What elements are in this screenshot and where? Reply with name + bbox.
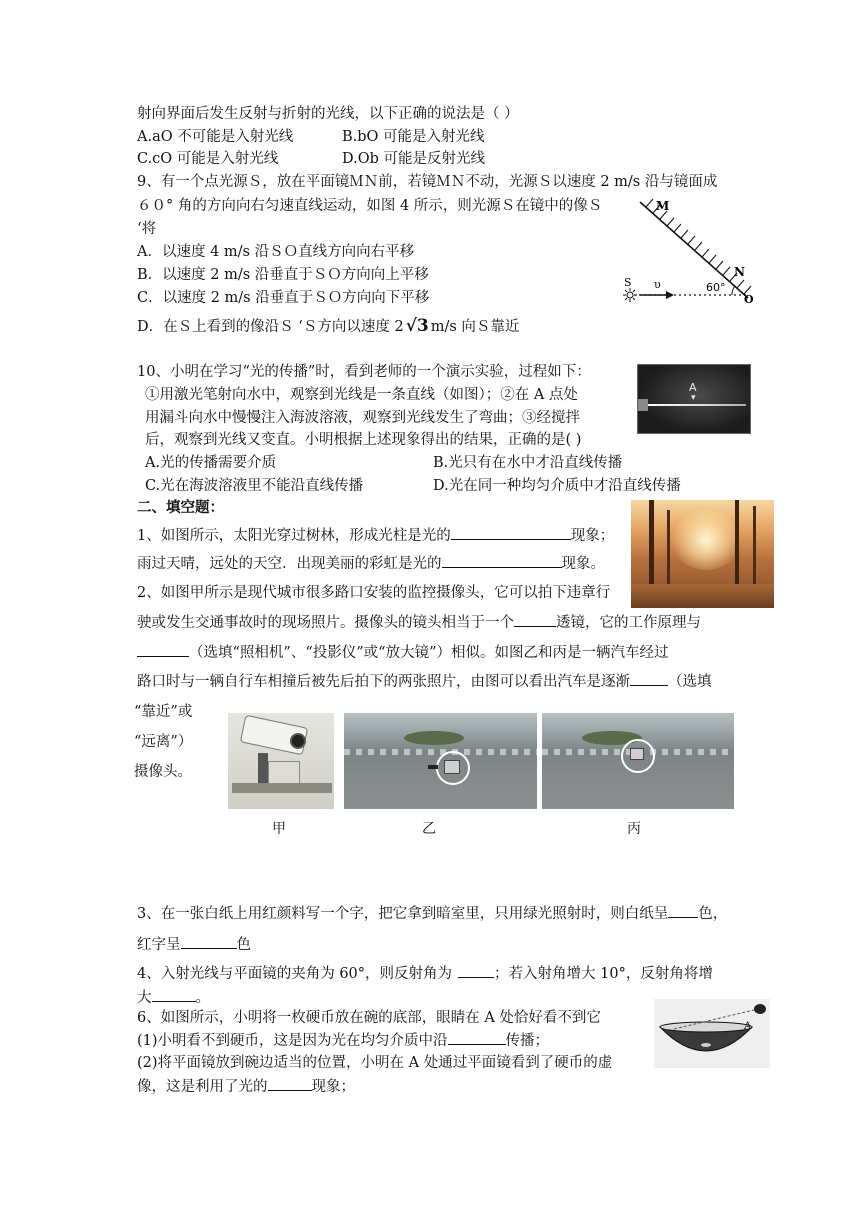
eye-icon bbox=[754, 1004, 766, 1014]
f6-line3: (2)将平面镜放到碗边适当的位置，小明在 A 处通过平面镜看到了硬币的虚 bbox=[137, 1055, 613, 1071]
bowl-drawing bbox=[654, 999, 770, 1068]
caption-jia: 甲 bbox=[272, 821, 286, 837]
car-icon bbox=[444, 760, 460, 774]
laser-point-marker: ▾ bbox=[691, 393, 696, 403]
camera-mount bbox=[258, 753, 268, 783]
q8-option-b: B.bO 可能是入射光线 bbox=[342, 129, 485, 145]
street-photo-after bbox=[542, 713, 734, 809]
f3-line2 bbox=[137, 934, 251, 955]
f6-blank-phenomenon[interactable] bbox=[268, 1076, 312, 1091]
q9-option-d-pre: D．在Ｓ上看到的像沿Ｓ ‘Ｓ方向以速度 2 bbox=[137, 319, 404, 335]
q9-option-d bbox=[137, 316, 519, 337]
q10-line1: 10、小明在学习“光的传播”时，看到老师的一个演示实验，过程如下： bbox=[137, 364, 591, 380]
street-photo-before bbox=[344, 713, 537, 809]
car-icon bbox=[630, 748, 644, 760]
ground bbox=[631, 584, 774, 608]
f4-line2 bbox=[137, 987, 210, 1008]
f4-line2-tail: 。 bbox=[195, 990, 210, 1006]
q8-stem: 射向界面后发生反射与折射的光线，以下正确的说法是（ ） bbox=[137, 106, 519, 122]
f3-line1 bbox=[137, 903, 727, 924]
f3-blank-letter[interactable] bbox=[181, 934, 237, 949]
f6-line4 bbox=[137, 1076, 355, 1097]
laser-pointer bbox=[638, 399, 648, 411]
q9-option-b: B．以速度 2 m/s 沿垂直于ＳＯ方向向上平移 bbox=[137, 267, 429, 283]
q9-option-c: C．以速度 2 m/s 沿垂直于ＳＯ方向向下平移 bbox=[137, 290, 430, 306]
f2-line2-tail: 透镜，它的工作原理与 bbox=[556, 615, 701, 631]
coin-icon bbox=[701, 1043, 711, 1047]
q9-line1: 9、有一个点光源Ｓ，放在平面镜ＭＮ前，若镜ＭＮ不动，光源Ｓ以速度 2 m/s 沿与镜面成 bbox=[137, 174, 718, 190]
f1-line1-tail: 现象； bbox=[570, 528, 615, 544]
camera-pole bbox=[232, 783, 332, 793]
f6-line2 bbox=[137, 1030, 549, 1051]
f6-line2-text: (1)小明看不到硬币，这是因为光在均匀介质中沿 bbox=[137, 1033, 448, 1049]
f4-line1 bbox=[137, 963, 713, 984]
f3-blank-paper[interactable] bbox=[668, 903, 698, 918]
f2-line1: 2、如图甲所示是现代城市很多路口安装的监控摄像头，它可以拍下违章行 bbox=[137, 585, 611, 601]
bowl-label-a: A bbox=[744, 1021, 752, 1032]
q8-option-d: D.Ob 可能是反射光线 bbox=[342, 151, 485, 167]
f6-line1: 6、如图所示，小明将一枚硬币放在碗的底部，眼睛在 A 处恰好看不到它 bbox=[137, 1010, 601, 1026]
f2-line3-text: （选填“照相机”、“投影仪”或“放大镜”）相似。如图乙和丙是一辆汽车经过 bbox=[189, 645, 669, 661]
q8-option-c: C.cO 可能是入射光线 bbox=[137, 151, 279, 167]
angle-arc bbox=[732, 286, 735, 295]
q9-option-d-post: m/s 向Ｓ靠近 bbox=[430, 319, 520, 335]
f1-line2 bbox=[137, 553, 605, 574]
f3-line2-tail: 色 bbox=[236, 937, 251, 953]
f2-line3 bbox=[137, 642, 668, 663]
f2-blank-device[interactable] bbox=[137, 642, 189, 657]
f2-line4-text: 路口时与一辆自行车相撞后被先后拍下的两张照片，由图可以看出汽车是逐渐 bbox=[137, 674, 630, 690]
mirror-diagram bbox=[620, 192, 760, 304]
sunlight-glow bbox=[671, 510, 741, 570]
bicycle-icon bbox=[428, 765, 438, 769]
caption-bing: 丙 bbox=[627, 821, 641, 837]
f1-line2-tail: 现象。 bbox=[561, 556, 605, 572]
mirror-hatching bbox=[646, 199, 751, 294]
camera-photo bbox=[228, 713, 334, 809]
f6-line4-text: 像，这是利用了光的 bbox=[137, 1079, 268, 1095]
median-strip bbox=[404, 731, 464, 745]
f2-line2 bbox=[137, 612, 701, 633]
q10-option-c: C.光在海波溶液里不能沿直线传播 bbox=[145, 478, 364, 494]
bowl-photo bbox=[654, 999, 770, 1068]
f2-line7: 摄像头。 bbox=[134, 764, 192, 780]
f6-line4-tail: 现象； bbox=[311, 1079, 355, 1095]
q9-option-d-root: √3 bbox=[405, 316, 429, 336]
q10-option-b: B.光只有在水中才沿直线传播 bbox=[433, 455, 623, 471]
angle-label: 60° bbox=[706, 281, 726, 294]
f1-line2-text: 雨过天晴，远处的天空．出现美丽的彩虹是光的 bbox=[137, 556, 442, 572]
bowl-rim bbox=[660, 1022, 752, 1032]
q9-line3: ‘将 bbox=[137, 221, 157, 237]
f2-line5: “靠近”或 bbox=[134, 704, 193, 720]
f4-line1-tail: ；若入射角增大 10°，反射角将增 bbox=[494, 966, 713, 982]
q9-option-a: A．以速度 4 m/s 沿ＳＯ直线方向向右平移 bbox=[137, 244, 415, 260]
camera-lens-icon bbox=[290, 733, 306, 749]
label-v: υ bbox=[654, 278, 661, 291]
f4-line1-text: 4、入射光线与平面镜的夹角为 60°，则反射角为 bbox=[137, 966, 453, 982]
f4-line2-text: 大 bbox=[137, 990, 152, 1006]
q10-line2: ①用激光笔射向水中，观察到光线是一条直线（如图）；②在 A 点处 bbox=[145, 387, 578, 403]
q10-option-d: D.光在同一种均匀介质中才沿直线传播 bbox=[433, 478, 681, 494]
label-o: O bbox=[744, 293, 754, 304]
light-source-icon bbox=[623, 288, 637, 302]
f3-line1-text: 3、在一张白纸上用红颜料写一个字，把它拿到暗室里，只用绿光照射时，则白纸呈 bbox=[137, 906, 669, 922]
f2-blank-lens[interactable] bbox=[514, 612, 556, 627]
f3-line1-tail: 色， bbox=[698, 906, 728, 922]
q10-line3: 用漏斗向水中慢慢注入海波溶液，观察到光线发生了弯曲；③经搅拌 bbox=[145, 410, 580, 426]
laser-photo bbox=[637, 364, 751, 434]
f2-line4-tail: （选填 bbox=[668, 674, 712, 690]
q10-option-a: A.光的传播需要介质 bbox=[145, 455, 277, 471]
f3-line2-text: 红字呈 bbox=[137, 937, 181, 953]
velocity-arrowhead bbox=[666, 291, 674, 299]
label-n: N bbox=[734, 265, 745, 279]
caption-yi: 乙 bbox=[422, 821, 436, 837]
label-s: S bbox=[624, 276, 632, 289]
q9-line2: ６０° 角的方向向右匀速直线运动，如图 4 所示，则光源Ｓ在镜中的像Ｓ bbox=[137, 198, 603, 214]
f2-blank-direction[interactable] bbox=[630, 671, 668, 686]
laser-beam bbox=[642, 404, 746, 406]
f2-line4 bbox=[137, 671, 712, 692]
crosswalk bbox=[344, 749, 537, 755]
f1-blank-2[interactable] bbox=[442, 553, 562, 568]
f2-line2-text: 驶或发生交通事故时的现场照片。摄像头的镜头相当于一个 bbox=[137, 615, 514, 631]
q8-option-a: A.aO 不可能是入射光线 bbox=[137, 129, 294, 145]
forest-photo bbox=[631, 500, 774, 608]
q10-line4: 后，观察到光线又变直。小明根据上述现象得出的结果，正确的是( ) bbox=[145, 432, 582, 448]
section-title: 二、填空题： bbox=[137, 499, 224, 516]
f2-line6: “远离”） bbox=[134, 734, 193, 750]
f6-blank-propagation[interactable] bbox=[448, 1030, 506, 1045]
f6-line2-tail: 传播； bbox=[505, 1033, 550, 1049]
f4-blank-angle[interactable] bbox=[458, 963, 494, 978]
f1-blank-1[interactable] bbox=[451, 525, 571, 540]
f1-line1-text: 1、如图所示，太阳光穿过树林，形成光柱是光的 bbox=[137, 528, 451, 544]
f4-blank-increase[interactable] bbox=[152, 987, 196, 1002]
label-m: M bbox=[656, 199, 670, 213]
laser-label-a: A bbox=[689, 381, 697, 394]
f1-line1 bbox=[137, 525, 614, 546]
